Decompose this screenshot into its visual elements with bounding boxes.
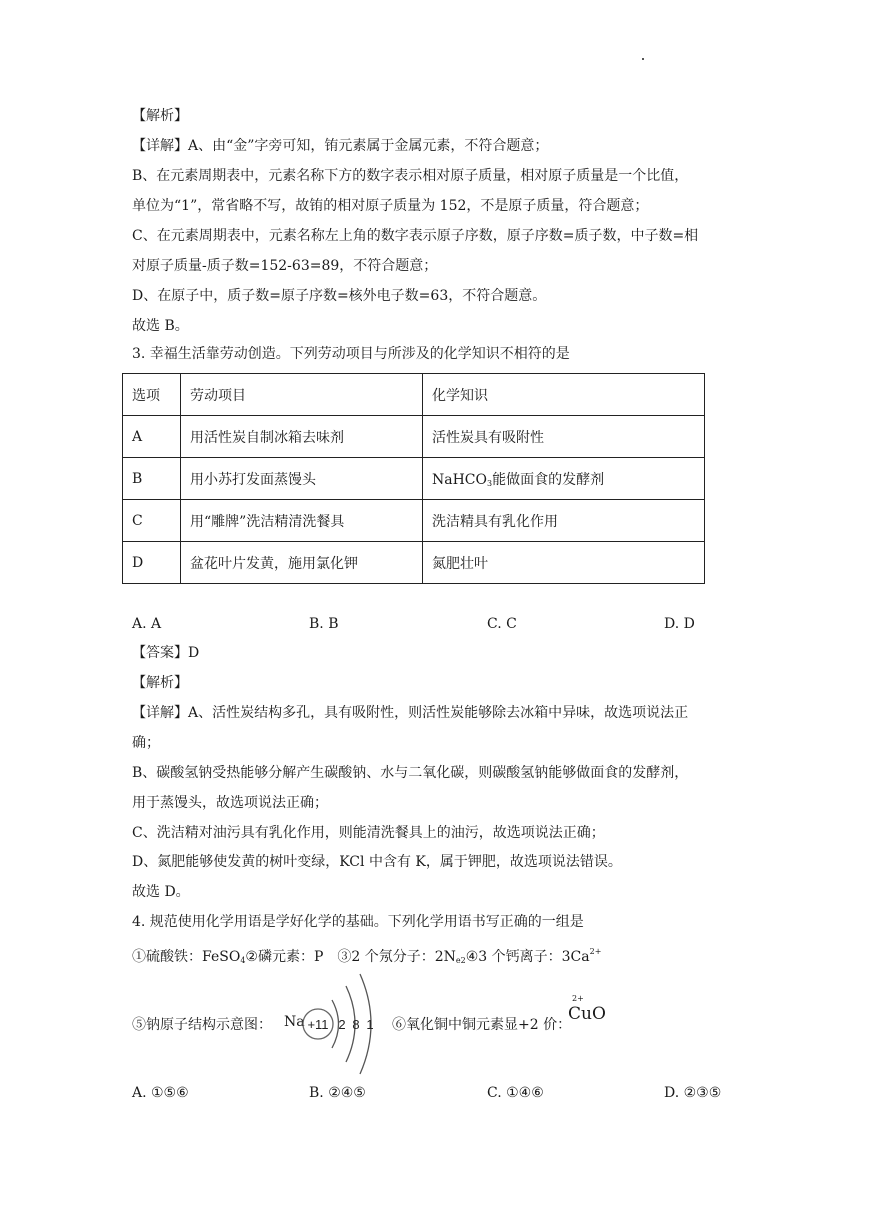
formula-nahco3: NaHCO [432, 471, 487, 488]
choice-b[interactable]: B. B [309, 616, 339, 632]
cell-text: 能做面食的发酵剂 [492, 471, 605, 488]
table-cell: 化学知识 [423, 374, 705, 416]
item-text: ⑥氧化铜中铜元素显+2 价： [392, 1017, 572, 1033]
nucleus-charge: +11 [307, 1017, 329, 1032]
question-4-items-line-2 [132, 970, 752, 1080]
subscript: 3 [487, 478, 493, 488]
choice-a[interactable]: A. A [132, 616, 162, 632]
question-4-stem: 4. 规范使用化学用语是学好化学的基础。下列化学用语书写正确的一组是 [132, 914, 584, 930]
table-cell: 劳动项目 [181, 374, 423, 416]
item-text: ①硫酸铁：FeSO [132, 949, 241, 965]
table-cell: 氮肥壮叶 [423, 542, 705, 584]
detail-line: B、在元素周期表中，元素名称下方的数字表示相对原子质量，相对原子质量是一个比值， [132, 168, 689, 184]
detail-line: D、氮肥能够使发黄的树叶变绿，KCl 中含有 K，属于钾肥，故选项说法错误。 [132, 854, 622, 870]
shell-electron-count: 1 [366, 1017, 374, 1032]
answer-choice-line: 故选 D。 [132, 884, 190, 900]
choice-a[interactable]: A. ①⑤⑥ [132, 1085, 189, 1101]
question-3-stem: 3. 幸福生活靠劳动创造。下列劳动项目与所涉及的化学知识不相符的是 [132, 346, 570, 362]
table-cell: C [123, 500, 181, 542]
table-cell: 用活性炭自制冰箱去味剂 [181, 416, 423, 458]
table-cell: 用小苏打发面蒸馒头 [181, 458, 423, 500]
item-text: ⑤钠原子结构示意图： [132, 1017, 272, 1033]
table-cell [423, 458, 705, 500]
detail-line: B、碳酸氢钠受热能够分解产生碳酸钠、水与二氧化碳，则碳酸氢钠能够做面食的发酵剂， [132, 765, 689, 781]
detail-line: 单位为“1”，常省略不写，故铕的相对原子质量为 152，不是原子质量，符合题意； [132, 198, 649, 214]
superscript: 2+ [589, 947, 602, 956]
subscript: 4 [240, 956, 246, 965]
shell-electron-count: 8 [352, 1017, 360, 1032]
question-4-items-line [132, 942, 601, 971]
detail-line: C、在元素周期表中，元素名称左上角的数字表示原子序数，原子序数=质子数，中子数=相 [132, 228, 699, 244]
page-dot [642, 58, 644, 60]
table-row [123, 416, 705, 458]
question-4-choices [132, 1083, 752, 1103]
table-row [123, 500, 705, 542]
subscript: e2 [455, 956, 466, 965]
table-cell: 活性炭具有吸附性 [423, 416, 705, 458]
detail-line: 【详解】A、活性炭结构多孔，具有吸附性，则活性炭能够除去冰箱中异味，故选项说法正 [132, 705, 689, 721]
table-header-row [123, 374, 705, 416]
analysis-heading: 【解析】 [132, 675, 188, 691]
table-cell: 选项 [123, 374, 181, 416]
sodium-symbol: Na [284, 1014, 305, 1030]
choice-d[interactable]: D. D [664, 616, 695, 632]
question-3-table [122, 373, 705, 584]
copper-oxide-formula [568, 994, 606, 1024]
detail-line: 对原子质量-质子数=152-63=89，不符合题意； [132, 258, 438, 274]
detail-line: 用于蒸馒头，故选项说法正确； [132, 795, 328, 811]
table-cell: D [123, 542, 181, 584]
table-cell: 用“雕牌”洗洁精清洗餐具 [181, 500, 423, 542]
choice-c[interactable]: C. ①④⑥ [487, 1085, 544, 1101]
valence-mark: 2+ [572, 994, 584, 1003]
table-cell: A [123, 416, 181, 458]
question-3-choices [132, 614, 752, 634]
answer-label: 【答案】D [132, 645, 200, 661]
table-cell: B [123, 458, 181, 500]
formula-text: CuO [568, 1004, 606, 1024]
sodium-atom-diagram [298, 970, 388, 1080]
detail-line: C、洗洁精对油污具有乳化作用，则能清洗餐具上的油污，故选项说法正确； [132, 825, 605, 841]
choice-d[interactable]: D. ②③⑤ [664, 1085, 722, 1101]
detail-line: 【详解】A、由“金”字旁可知，铕元素属于金属元素，不符合题意； [132, 138, 549, 154]
table-cell: 洗洁精具有乳化作用 [423, 500, 705, 542]
item-text: ②磷元素：P ③2 个氖分子：2N [245, 949, 456, 965]
table-cell: 盆花叶片发黄，施用氯化钾 [181, 542, 423, 584]
choice-c[interactable]: C. C [487, 616, 517, 632]
table-row [123, 542, 705, 584]
item-text: ④3 个钙离子：3Ca [465, 949, 590, 965]
answer-choice-line: 故选 B。 [132, 318, 189, 334]
detail-line: 确； [132, 735, 160, 751]
choice-b[interactable]: B. ②④⑤ [309, 1085, 366, 1101]
detail-line: D、在原子中，质子数=原子序数=核外电子数=63，不符合题意。 [132, 288, 547, 304]
shell-electron-count: 2 [338, 1017, 346, 1032]
table-row [123, 458, 705, 500]
analysis-heading: 【解析】 [132, 108, 188, 124]
